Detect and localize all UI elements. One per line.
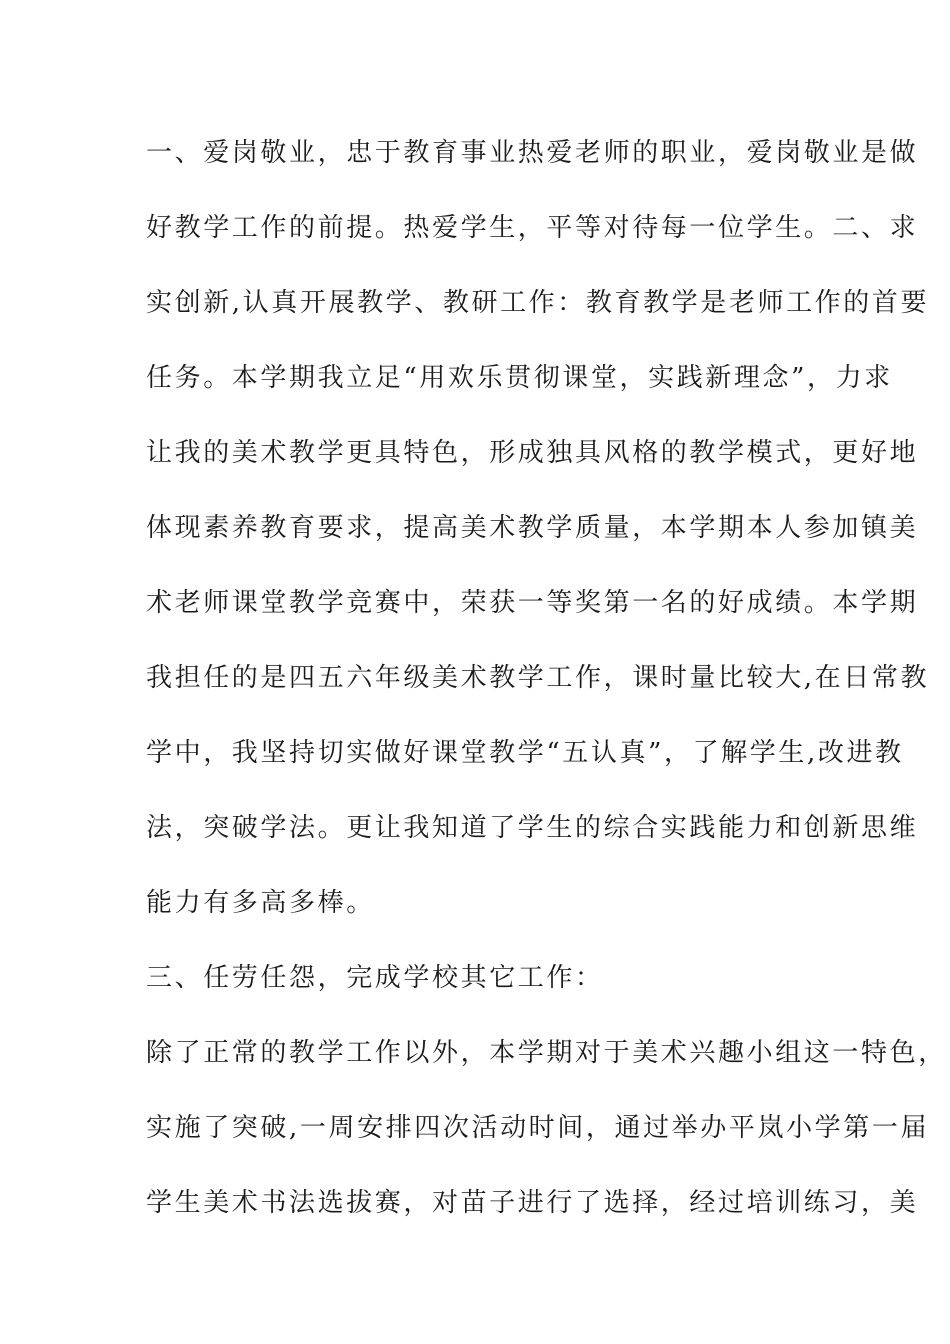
section-heading: 三、任劳任怨，完成学校其它工作：	[146, 963, 604, 993]
paragraph-line: 术老师课堂教学竞赛中，荣获一等奖第一名的好成绩。本学期	[146, 588, 919, 618]
paragraph-line: 实施了突破,一周安排四次活动时间，通过举办平岚小学第一届	[146, 1113, 930, 1143]
paragraph-line: 实创新,认真开展教学、教研工作：教育教学是老师工作的首要	[146, 288, 930, 318]
paragraph-line: 学生美术书法选拔赛，对苗子进行了选择，经过培训练习，美	[146, 1188, 919, 1218]
paragraph-line: 学中，我坚持切实做好课堂教学“五认真”，了解学生,改进教	[146, 738, 904, 768]
paragraph-line: 法，突破学法。更让我知道了学生的综合实践能力和创新思维	[146, 813, 919, 843]
paragraph-line: 我担任的是四五六年级美术教学工作，课时量比较大,在日常教	[146, 663, 930, 693]
paragraph-line: 让我的美术教学更具特色，形成独具风格的教学模式，更好地	[146, 438, 919, 468]
paragraph-line: 能力有多高多棒。	[146, 888, 375, 918]
paragraph-line: 一、爱岗敬业，忠于教育事业热爱老师的职业，爱岗敬业是做	[146, 138, 919, 168]
paragraph-line: 体现素养教育要求，提高美术教学质量，本学期本人参加镇美	[146, 513, 919, 543]
paragraph-line: 除了正常的教学工作以外，本学期对于美术兴趣小组这一特色，	[146, 1038, 947, 1068]
paragraph-line: 好教学工作的前提。热爱学生，平等对待每一位学生。二、求	[146, 213, 919, 243]
paragraph-line: 任务。本学期我立足“用欢乐贯彻课堂，实践新理念”，力求	[146, 363, 893, 393]
